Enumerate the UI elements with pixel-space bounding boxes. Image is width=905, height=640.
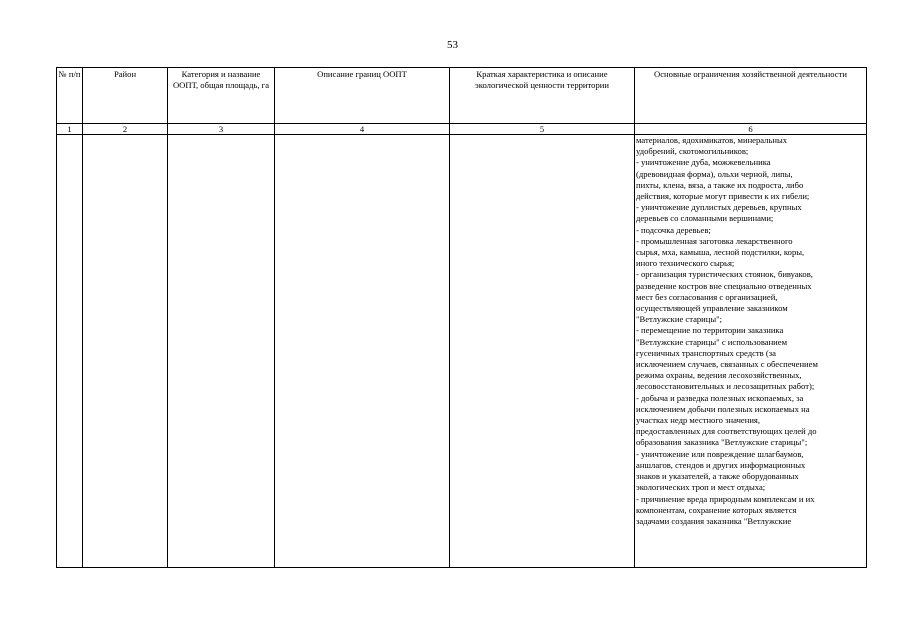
column-number-row xyxy=(57,124,867,135)
protected-areas-table xyxy=(56,67,867,568)
restriction-line: гусеничных транспортных средств (за xyxy=(636,347,776,358)
restriction-line: задачами создания заказника "Ветлужские xyxy=(636,515,792,526)
header-characteristics: Краткая характеристика и описание экологической ценности территории xyxy=(450,68,635,124)
restriction-line: - уничтожение или повреждение шлагбаумов, xyxy=(636,448,804,459)
header-boundaries: Описание границ ООПТ xyxy=(275,68,450,124)
cell-category-name xyxy=(168,135,275,568)
restriction-line: иного технического сырья; xyxy=(636,258,735,269)
restriction-line: образования заказника "Ветлужские старицы"; xyxy=(636,437,808,448)
column-number: 5 xyxy=(450,124,635,135)
restriction-line: - уничтожение дуба, можжевельника xyxy=(636,157,771,168)
restriction-line: осуществляющей управление заказником xyxy=(636,303,788,314)
table-row xyxy=(57,135,867,568)
restriction-line: режима охраны, ведения лесохозяйственных, xyxy=(636,370,802,381)
restriction-line: деревьев со сломанными вершинами; xyxy=(636,213,774,224)
restriction-line: исключением добычи полезных ископаемых на xyxy=(636,403,810,414)
column-number: 2 xyxy=(83,124,168,135)
column-number: 1 xyxy=(57,124,83,135)
restriction-line: участках недр местного значения, xyxy=(636,415,761,426)
restrictions-text xyxy=(636,135,865,527)
restriction-line: - причинение вреда природным комплексам и их xyxy=(636,493,815,504)
restriction-line: мест без согласования с организацией, xyxy=(636,291,778,302)
restriction-line: знаков и указателей, а также оборудованных xyxy=(636,471,799,482)
restriction-line: "Ветлужские старицы"; xyxy=(636,314,723,325)
restriction-line: - добыча и разведка полезных ископаемых, за xyxy=(636,392,804,403)
cell-boundaries xyxy=(275,135,450,568)
header-category-name: Категория и название ООПТ, общая площадь, га xyxy=(168,68,275,124)
restriction-line: - организация туристических стоянок, бивуаков, xyxy=(636,269,813,280)
restriction-line: удобрений, скотомогильников; xyxy=(636,146,749,157)
restriction-line: - уничтожение дуплистых деревьев, крупных xyxy=(636,202,802,213)
restriction-line: сырья, мха, камыша, лесной подстилки, коры, xyxy=(636,247,805,258)
restriction-line: - перемещение по территории заказника xyxy=(636,325,784,336)
restriction-line: пихты, клена, вяза, а также их подроста, либо xyxy=(636,179,804,190)
restriction-line: лесовосстановительных и лесозащитных работ); xyxy=(636,381,815,392)
restriction-line: материалов, ядохимикатов, минеральных xyxy=(636,135,788,145)
cell-district xyxy=(83,135,168,568)
header-restrictions: Основные ограничения хозяйственной деятельности xyxy=(635,68,867,124)
page-number: 53 xyxy=(447,39,458,51)
restriction-line: аншлагов, стендов и других информационных xyxy=(636,459,806,470)
restriction-line: - промышленная заготовка лекарственного xyxy=(636,235,793,246)
cell-number xyxy=(57,135,83,568)
restriction-line: действия, которые могут привести к их гибели; xyxy=(636,191,810,202)
restriction-line: разведение костров вне специально отведенных xyxy=(636,280,812,291)
column-number: 3 xyxy=(168,124,275,135)
restriction-line: (древовидная форма), ольхи черной, липы, xyxy=(636,168,793,179)
restriction-line: исключением случаев, связанных с обеспечением xyxy=(636,359,818,370)
table-header-row xyxy=(57,68,867,124)
restriction-line: "Ветлужские старицы" с использованием xyxy=(636,336,788,347)
column-number: 4 xyxy=(275,124,450,135)
cell-characteristics xyxy=(450,135,635,568)
header-number: № п/п xyxy=(57,68,83,124)
restriction-line: предоставленных для соответствующих целей до xyxy=(636,426,817,437)
restriction-line: - подсочка деревьев; xyxy=(636,224,711,235)
header-district: Район xyxy=(83,68,168,124)
column-number: 6 xyxy=(635,124,867,135)
cell-restrictions xyxy=(635,135,867,568)
restriction-line: экологических троп и мест отдыха; xyxy=(636,482,766,493)
restriction-line: компонентам, сохранение которых является xyxy=(636,504,797,515)
